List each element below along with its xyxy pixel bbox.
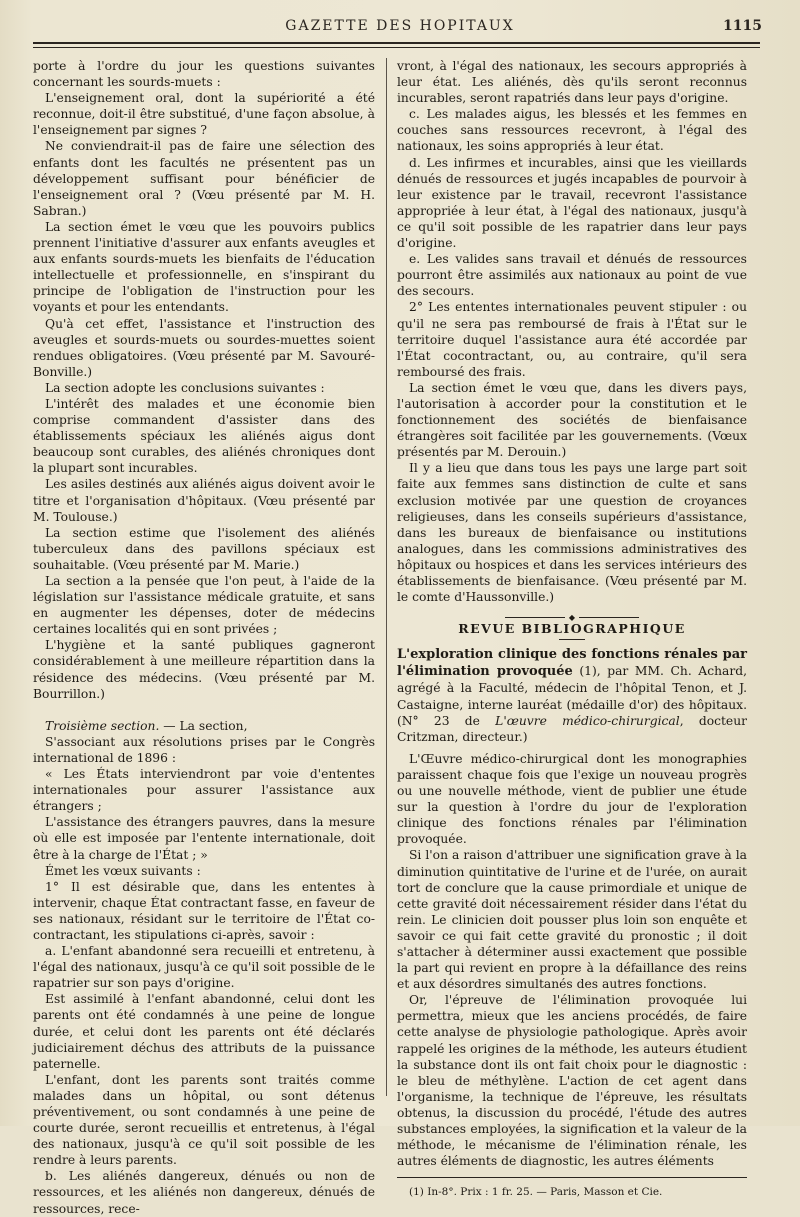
paragraph: Qu'à cet effet, l'assistance et l'instruction des aveugles et sourds-muets ou sourdes-muettes soient rendues obligatoires. (Vœu présenté par M. Savouré-Bonville.) bbox=[33, 316, 375, 379]
review-series: L'œuvre médico-chirurgical bbox=[495, 713, 680, 728]
left-column bbox=[33, 58, 375, 1217]
ornament-divider bbox=[397, 609, 747, 622]
paragraph: b. Les aliénés dangereux, dénués ou non de ressources, et les aliénés non dangereux, dénués de ressources, rece- bbox=[33, 1169, 375, 1216]
paragraph: 2° Les ententes internationales peuvent stipuler : ou qu'il ne sera pas remboursé de frais à l'État sur le territoire duquel l'assistance aura été accordée par l'État cocontractant, ou, au contraire, qu'il sera remboursé des frais. bbox=[397, 300, 747, 379]
paragraph: L'Œuvre médico-chirurgical dont les monographies paraissent chaque fois que l'exige un nouveau progrès ou une nouvelle méthode, vient de publier une étude sur la question à l'ordre du jour de l'exploration clinique des fonctions rénales par l'élimination provoquée. bbox=[397, 751, 747, 847]
paragraph: L'assistance des étrangers pauvres, dans la mesure où elle est imposée par l'entente internationale, doit être à la charge de l'État ; » bbox=[33, 815, 375, 862]
section-label: Troisième section. bbox=[45, 718, 160, 733]
running-head bbox=[0, 18, 800, 38]
paragraph: L'enfant, dont les parents sont traités comme malades dans un hôpital, ou sont détenus préventivement, ou sont condamnés à une peine de courte durée, seront recueillis et entretenus, à l'égal des nationaux, jusqu'à ce qu'il soit possible de les rendre à leurs parents. bbox=[33, 1072, 375, 1168]
paragraph: e. Les valides sans travail et dénués de ressources pourront être assimilés aux nationaux au point de vue des secours. bbox=[397, 252, 747, 299]
paragraph: S'associant aux résolutions prises par le Congrès international de 1896 : bbox=[33, 734, 375, 765]
header-rule-thin bbox=[33, 47, 760, 48]
paragraph: a. L'enfant abandonné sera recueilli et entretenu, à l'égal des nationaux, jusqu'à ce qu'il soit possible de le rapatrier sur son pays d'origine. bbox=[33, 944, 375, 991]
ornament-line bbox=[505, 617, 565, 618]
paragraph: Est assimilé à l'enfant abandonné, celui dont les parents ont été condamnés à une peine de longue durée, et celui dont les parents ont été déclarés judiciairement déchus des attributs de la puissance paternelle. bbox=[33, 992, 375, 1071]
heading-rule bbox=[559, 639, 585, 640]
review-reference: (1), par MM. Ch. Achard, agrégé à la Faculté, médecin de l'hôpital Tenon, et J. Castaigne, interne lauréat (médaille d'or) des hôpitaux. (N° 23 de bbox=[397, 664, 747, 728]
paragraph: Émet les vœux suivants : bbox=[45, 863, 201, 878]
paragraph: La section émet le vœu que les pouvoirs publics prennent l'initiative d'assurer aux enfants aveugles et aux enfants sourds-muets les bienfaits de l'éducation intellectuelle et professionnelle, en s'inspirant du principe de l'obligation de l'instruction pour les voyants et pour les entendants. bbox=[33, 219, 375, 315]
page-number: 1115 bbox=[723, 18, 762, 34]
paragraph: Si l'on a raison d'attribuer une signification grave à la diminution quintitative de l'urine et de l'urée, on aurait tort de conclure que la cause primordiale et unique de cette gravité doit nécessairement résider dans l'état du rein. Le clinicien doit pousser plus loin son enquête et savoir ce qui fait cette gravité du pronostic ; il doit s'attacher à déterminer aussi exactement que possible la part qui revient en propre à la défaillance des reins et aux désordres simultanés des autres fonctions. bbox=[397, 848, 747, 992]
paragraph: La section adopte les conclusions suivantes : bbox=[45, 380, 325, 395]
paragraph: Ne conviendrait-il pas de faire une sélection des enfants dont les facultés ne présentent pas un développement suffisant pour bénéficier de l'enseignement oral ? (Vœu présenté par M. H. Sabran.) bbox=[33, 139, 375, 218]
ornament-line bbox=[579, 617, 639, 618]
paragraph: L'intérêt des malades et une économie bien comprise commandent d'assister dans des établissements spéciaux les aliénés aigus dont beaucoup sont curables, des aliénés chroniques dont la plupart sont incurables. bbox=[33, 396, 375, 476]
paragraph: Il y a lieu que dans tous les pays une large part soit faite aux femmes sans distinction de culte et sans exclusion motivée par une question de croyances religieuses, dans les conseils supérieurs d'assistance, dans les bureaux de bienfaisance ou institutions analogues, dans les commissions administratives des hôpitaux ou hospices et dans les services intérieurs des établissements de bienfaisance. (Vœu présenté par M. le comte d'Haussonville.) bbox=[397, 461, 747, 605]
paragraph: L'hygiène et la santé publiques gagneront considérablement à une meilleure répartition dans la résidence des médecins. (Vœu présenté par M. Bourrillon.) bbox=[33, 638, 375, 701]
journal-title: GAZETTE DES HOPITAUX bbox=[285, 18, 515, 34]
paragraph: porte à l'ordre du jour les questions suivantes concernant les sourds-muets : bbox=[33, 59, 375, 90]
paragraph: « Les États interviendront par voie d'ententes internationales pour assurer l'assistance aux étrangers ; bbox=[33, 767, 375, 814]
section-intro bbox=[33, 718, 375, 734]
paragraph: d. Les infirmes et incurables, ainsi que les vieillards dénués de ressources et jugés incapables de pourvoir à leur existence par le travail, recevront l'assistance appropriée à leur état, à l'égal des nationaux, jusqu'à ce qu'il soit possible de les rapatrier dans leur pays d'origine. bbox=[397, 155, 747, 251]
paragraph: L'enseignement oral, dont la supériorité a été reconnue, doit-il être substitué, d'une façon absolue, à l'enseignement par signes ? bbox=[33, 91, 375, 138]
paragraph: 1° Il est désirable que, dans les ententes à intervenir, chaque État contractant fasse, en faveur de ses nationaux, résidant sur le territoire de l'État co-contractant, les stipulations ci-après, savoir : bbox=[33, 879, 375, 942]
header-rule-thick bbox=[33, 42, 760, 44]
paragraph: Les asiles destinés aux aliénés aigus doivent avoir le titre et l'organisation d'hôpitaux. (Vœu présenté par M. Toulouse.) bbox=[33, 477, 375, 524]
section-label-rest: — La section, bbox=[159, 718, 248, 733]
section-heading: REVUE BIBLIOGRAPHIQUE bbox=[458, 621, 686, 637]
right-column bbox=[397, 58, 747, 1200]
footnote-rule bbox=[397, 1177, 747, 1178]
footnote: (1) In-8°. Prix : 1 fr. 25. — Paris, Masson et Cie. bbox=[409, 1186, 663, 1199]
paragraph: La section estime que l'isolement des aliénés tuberculeux dans des pavillons spéciaux est souhaitable. (Vœu présenté par M. Marie.) bbox=[33, 525, 375, 572]
review-entry bbox=[397, 646, 747, 745]
review-title: L'exploration clinique des fonctions rénales par l'élimination provoquée bbox=[397, 647, 747, 680]
paragraph: Or, l'épreuve de l'élimination provoquée lui permettra, mieux que les anciens procédés, de faire cette analyse de physiologie pathologique. Après avoir rappelé les origines de la méthode, les auteurs étudient la substance dont ils ont fait choix pour le diagnostic : le bleu de méthylène. L'action de cet agent dans l'organisme, la technique de l'épreuve, les résultats obtenus, la discussion du procédé, l'étude des autres substances employées, la signification et la valeur de la méthode, le mécanisme de l'élimination rénale, les autres éléments de diagnostic, les autres éléments bbox=[397, 993, 747, 1169]
paragraph: La section a la pensée que l'on peut, à l'aide de la législation sur l'assistance médicale gratuite, et sans en augmenter les dépenses, doter de médecins certaines localités qui en sont privées ; bbox=[33, 574, 375, 637]
column-divider bbox=[386, 58, 387, 1096]
paragraph: vront, à l'égal des nationaux, les secours appropriés à leur état. Les aliénés, dès qu'ils seront reconnus incurables, seront rapatriés dans leur pays d'origine. bbox=[397, 59, 747, 106]
paragraph: La section émet le vœu que, dans les divers pays, l'autorisation à accorder pour la constitution et le fonctionnement des sociétés de bienfaisance étrangères soit facilitée par les gouvernements. (Vœux présentés par M. Derouin.) bbox=[397, 380, 747, 460]
ornament-diamond-icon: ◆ bbox=[568, 612, 576, 622]
paragraph: c. Les malades aigus, les blessés et les femmes en couches sans ressources recevront, à l'égal des nationaux, les soins appropriés à leur état. bbox=[397, 107, 747, 154]
review-tail: , docteur Critzman, directeur.) bbox=[397, 713, 747, 744]
